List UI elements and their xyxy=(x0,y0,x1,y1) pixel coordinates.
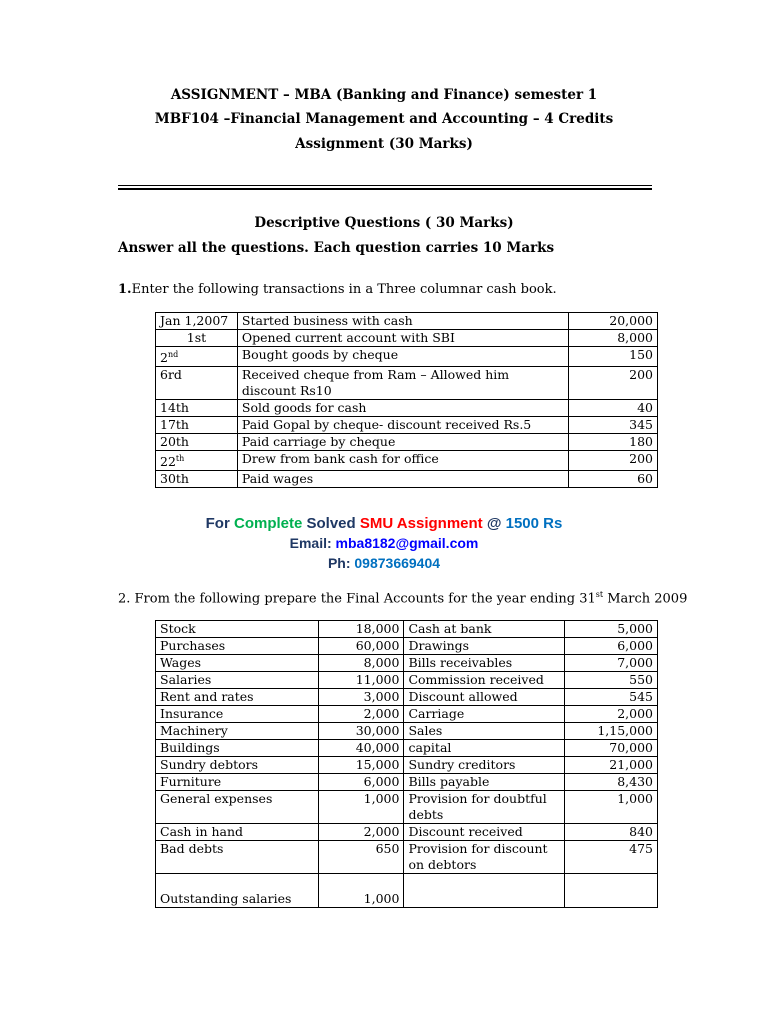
course-title: MBF104 –Financial Management and Accounting – 4 Credits xyxy=(154,111,614,127)
table-row xyxy=(156,330,658,347)
description-cell: Paid carriage by cheque xyxy=(237,434,568,451)
date-text: 30th xyxy=(160,471,189,487)
question-1-text: Enter the following transactions in a Three columnar cash book. xyxy=(131,282,557,297)
promo-line xyxy=(0,515,768,532)
debit-amount-cell: 60,000 xyxy=(318,638,404,655)
date-text: 20th xyxy=(160,434,189,450)
debit-account-cell: Cash in hand xyxy=(156,824,319,841)
credit-amount-cell: 550 xyxy=(565,672,658,689)
amount-cell: 40 xyxy=(569,400,658,417)
credit-account-cell: Bills payable xyxy=(404,774,565,791)
debit-account-cell: Machinery xyxy=(156,723,319,740)
promo-phone xyxy=(0,555,768,571)
credit-amount-cell: 7,000 xyxy=(565,655,658,672)
debit-amount-cell: 650 xyxy=(318,841,404,874)
table-row xyxy=(156,313,658,330)
credit-amount-cell: 1,000 xyxy=(565,791,658,824)
description-cell: Bought goods by cheque xyxy=(237,347,568,367)
description-cell: Opened current account with SBI xyxy=(237,330,568,347)
table-row xyxy=(156,774,658,791)
amount-cell: 180 xyxy=(569,434,658,451)
description-cell: Drew from bank cash for office xyxy=(237,451,568,471)
debit-account-cell: Buildings xyxy=(156,740,319,757)
date-text: 2 xyxy=(160,350,168,366)
amount-cell: 60 xyxy=(569,471,658,488)
credit-account-cell: Provision for doubtful debts xyxy=(404,791,565,824)
date-sup: nd xyxy=(167,350,179,359)
table-row xyxy=(156,347,658,367)
table-row xyxy=(156,723,658,740)
table-row xyxy=(156,621,658,638)
phone-number: 09873669404 xyxy=(354,555,441,571)
phone-label: Ph: xyxy=(327,555,355,571)
divider-thick xyxy=(118,188,652,190)
promo-solved: Solved xyxy=(302,515,360,532)
email-label: Email: xyxy=(289,535,336,551)
promo-at: @ xyxy=(482,515,506,532)
credit-account-cell: Provision for discount on debtors xyxy=(404,841,565,874)
question-1 xyxy=(118,282,557,297)
date-cell xyxy=(156,347,238,367)
credit-account-cell: Commission received xyxy=(404,672,565,689)
debit-account-cell: Wages xyxy=(156,655,319,672)
credit-amount-cell: 1,15,000 xyxy=(565,723,658,740)
debit-account-cell: Stock xyxy=(156,621,319,638)
date-text: 14th xyxy=(160,400,189,416)
credit-account-cell: Sales xyxy=(404,723,565,740)
debit-amount-cell: 6,000 xyxy=(318,774,404,791)
table-row xyxy=(156,417,658,434)
table-row xyxy=(156,824,658,841)
question-2-text-end: March 2009 xyxy=(603,591,688,607)
table-row xyxy=(156,451,658,471)
debit-amount-cell: 18,000 xyxy=(318,621,404,638)
credit-amount-cell: 8,430 xyxy=(565,774,658,791)
amount-cell: 150 xyxy=(569,347,658,367)
table-row xyxy=(156,706,658,723)
date-text: 1st xyxy=(186,330,207,345)
credit-amount-cell: 6,000 xyxy=(565,638,658,655)
trial-balance-table xyxy=(155,620,658,908)
promo-email xyxy=(0,535,768,551)
credit-amount-cell: 475 xyxy=(565,841,658,874)
table-row xyxy=(156,841,658,874)
cash-book-table xyxy=(155,312,658,488)
debit-amount-cell: 15,000 xyxy=(318,757,404,774)
divider-thin xyxy=(118,185,652,186)
debit-account-cell: Rent and rates xyxy=(156,689,319,706)
table-row xyxy=(156,689,658,706)
description-cell: Received cheque from Ram – Allowed him discount Rs10 xyxy=(237,367,568,400)
table-row xyxy=(156,874,658,908)
promo-smu: SMU Assignment xyxy=(359,515,483,532)
question-2-sup: st xyxy=(595,590,604,599)
credit-amount-cell: 545 xyxy=(565,689,658,706)
debit-amount-cell: 40,000 xyxy=(318,740,404,757)
table-row xyxy=(156,471,658,488)
date-sup: th xyxy=(175,454,185,464)
credit-account-cell: Cash at bank xyxy=(404,621,565,638)
credit-account-cell: Sundry creditors xyxy=(404,757,565,774)
amount-cell: 200 xyxy=(569,367,658,400)
date-cell xyxy=(156,471,238,488)
debit-account-cell: General expenses xyxy=(156,791,319,824)
table-row xyxy=(156,638,658,655)
debit-amount-cell: 2,000 xyxy=(318,706,404,723)
question-2 xyxy=(118,590,687,606)
credit-account-cell: Discount received xyxy=(404,824,565,841)
description-cell: Paid wages xyxy=(237,471,568,488)
assignment-title: ASSIGNMENT – MBA (Banking and Finance) semester 1 xyxy=(170,87,598,103)
question-2-text: 2. From the following prepare the Final Accounts for the year ending 31 xyxy=(118,591,596,607)
amount-cell: 200 xyxy=(569,451,658,471)
debit-amount-cell: 8,000 xyxy=(318,655,404,672)
credit-amount-cell: 21,000 xyxy=(565,757,658,774)
promo-complete: Complete xyxy=(233,515,303,532)
date-cell xyxy=(156,313,238,330)
amount-cell: 345 xyxy=(569,417,658,434)
table-row xyxy=(156,367,658,400)
date-cell xyxy=(156,417,238,434)
description-cell: Started business with cash xyxy=(237,313,568,330)
date-text: Jan 1,2007 xyxy=(160,313,229,328)
amount-cell: 8,000 xyxy=(569,330,658,347)
date-text: 17th xyxy=(160,417,189,433)
debit-account-cell: Bad debts xyxy=(156,841,319,874)
table-row xyxy=(156,791,658,824)
credit-account-cell: Drawings xyxy=(404,638,565,655)
debit-account-cell: Furniture xyxy=(156,774,319,791)
section-title: Descriptive Questions ( 30 Marks) xyxy=(254,215,514,231)
table-row xyxy=(156,757,658,774)
description-cell: Paid Gopal by cheque- discount received Rs.5 xyxy=(237,417,568,434)
credit-amount-cell: 5,000 xyxy=(565,621,658,638)
debit-amount-cell: 30,000 xyxy=(318,723,404,740)
table-row xyxy=(156,655,658,672)
debit-amount-cell: 11,000 xyxy=(318,672,404,689)
table-row xyxy=(156,740,658,757)
date-cell xyxy=(156,434,238,451)
question-1-number: 1. xyxy=(118,282,132,297)
debit-account-cell: Outstanding salaries xyxy=(156,874,319,908)
credit-account-cell: Carriage xyxy=(404,706,565,723)
table-row xyxy=(156,434,658,451)
description-cell: Sold goods for cash xyxy=(237,400,568,417)
debit-account-cell: Purchases xyxy=(156,638,319,655)
debit-amount-cell: 2,000 xyxy=(318,824,404,841)
promo-price: 1500 Rs xyxy=(505,515,563,532)
credit-amount-cell: 840 xyxy=(565,824,658,841)
credit-account-cell xyxy=(404,874,565,908)
email-link[interactable]: mba8182@gmail.com xyxy=(335,535,479,551)
credit-account-cell: Discount allowed xyxy=(404,689,565,706)
date-text: 6rd xyxy=(160,367,182,383)
debit-account-cell: Insurance xyxy=(156,706,319,723)
debit-amount-cell: 3,000 xyxy=(318,689,404,706)
credit-account-cell: capital xyxy=(404,740,565,757)
amount-cell: 20,000 xyxy=(569,313,658,330)
credit-account-cell: Bills receivables xyxy=(404,655,565,672)
date-text: 22 xyxy=(160,454,176,470)
promo-for: For xyxy=(205,515,234,532)
credit-amount-cell: 2,000 xyxy=(565,706,658,723)
date-cell xyxy=(156,367,238,400)
table-row xyxy=(156,672,658,689)
debit-account-cell: Sundry debtors xyxy=(156,757,319,774)
marks-title: Assignment (30 Marks) xyxy=(295,136,473,152)
credit-amount-cell xyxy=(565,874,658,908)
credit-amount-cell: 70,000 xyxy=(565,740,658,757)
date-cell xyxy=(156,330,238,347)
instruction-text: Answer all the questions. Each question carries 10 Marks xyxy=(118,240,555,256)
debit-amount-cell: 1,000 xyxy=(318,874,404,908)
date-cell xyxy=(156,451,238,471)
date-cell xyxy=(156,400,238,417)
table-row xyxy=(156,400,658,417)
debit-account-cell: Salaries xyxy=(156,672,319,689)
debit-amount-cell: 1,000 xyxy=(318,791,404,824)
